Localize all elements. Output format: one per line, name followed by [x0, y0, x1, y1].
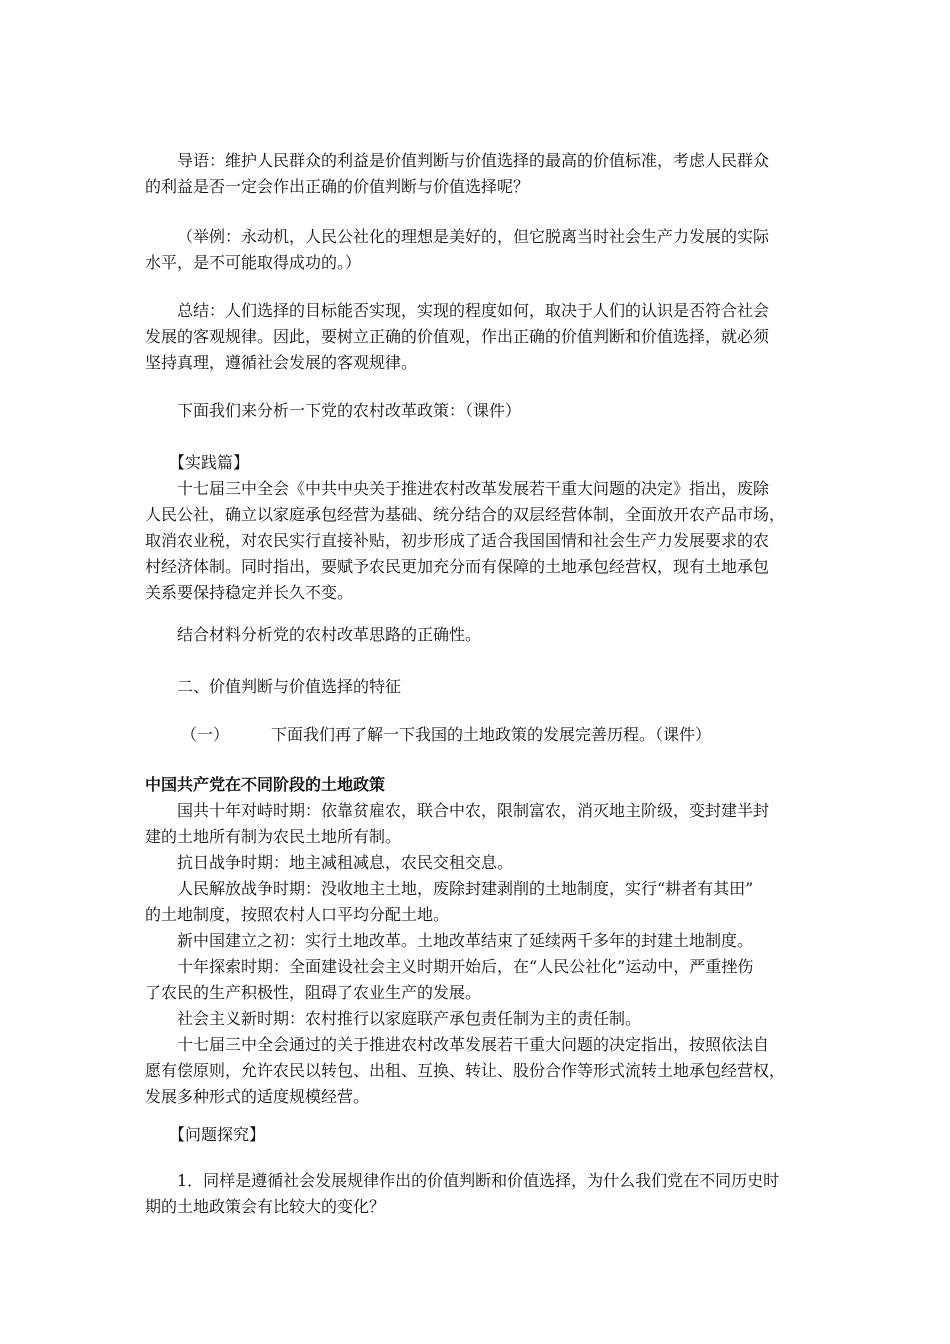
land-policy-p7-line-3: 发展多种形式的适度规模经营。	[145, 1087, 370, 1106]
land-policy-p7-line-2: 愿有偿原则，允许农民以转包、出租、互换、转让、股份合作等形式流转土地承包经营权，	[145, 1061, 786, 1080]
inquiry-question-1	[145, 1168, 810, 1220]
practice-line-3: 取消农业税，对农民实行直接补贴，初步形成了适合我国国情和社会生产力发展要求的农	[145, 531, 770, 550]
practice-heading: 【实践篇】	[169, 453, 250, 472]
subsection-1-number: （一）	[181, 725, 230, 744]
summary-line-3: 坚持真理，遵循社会发展的客观规律。	[145, 353, 418, 372]
land-policy-p4: 新中国建立之初：实行土地改革。土地改革结束了延续两千多年的封建土地制度。	[177, 931, 754, 950]
practice-line-4: 村经济体制。同时指出，要赋予农民更加充分而有保障的土地承包经营权，现有土地承包	[145, 557, 770, 576]
land-policy-p1-line-2: 建的土地所有制为农民土地所有制。	[145, 827, 402, 846]
subsection-1-line	[145, 722, 810, 748]
inquiry-q1-line-1: 1．同样是遵循社会发展规律作出的价值判断和价值选择，为什么我们党在不同历史时	[177, 1171, 780, 1190]
land-policy-p7-line-1: 十七届三中全会通过的关于推进农村改革发展若干重大问题的决定指出，按照依法自	[177, 1035, 770, 1054]
section-2-title-text: 二、价值判断与价值选择的特征	[177, 677, 402, 696]
analysis-intro-line: 下面我们来分析一下党的农村改革政策：（课件）	[177, 401, 522, 420]
summary-line-1: 总结：人们选择的目标能否实现，实现的程度如何，取决于人们的认识是否符合社会	[177, 301, 770, 320]
land-policy-p2: 抗日战争时期：地主减租减息，农民交租交息。	[177, 853, 514, 872]
land-policy-p5-line-2: 了农民的生产积极性，阻碍了农业生产的发展。	[145, 983, 482, 1002]
land-policy-title: 中国共产党在不同阶段的土地政策	[145, 775, 386, 794]
land-policy-section	[145, 772, 810, 1110]
intro-paragraph	[145, 148, 810, 200]
analysis-task-paragraph	[145, 622, 810, 648]
example-line-1: （举例：永动机，人民公社化的理想是美好的，但它脱离当时社会生产力发展的实际	[177, 227, 770, 246]
summary-line-2: 发展的客观规律。因此，要树立正确的价值观，作出正确的价值判断和价值选择，就必须	[145, 327, 770, 346]
land-policy-p6: 社会主义新时期：农村推行以家庭联产承包责任制为主的责任制。	[177, 1009, 642, 1028]
practice-line-2: 人民公社，确立以家庭承包经营为基础、统分结合的双层经营体制，全面放开农产品市场，	[145, 505, 786, 524]
subsection-1	[145, 722, 810, 748]
analysis-task-line: 结合材料分析党的农村改革思路的正确性。	[177, 625, 482, 644]
section-2-title	[145, 674, 810, 700]
land-policy-p1-line-1: 国共十年对峙时期：依靠贫雇农，联合中农，限制富农，消灭地主阶级，变封建半封	[177, 801, 770, 820]
land-policy-p3-line-2: 的土地制度，按照农村人口平均分配土地。	[145, 905, 450, 924]
inquiry-q1-line-2: 期的土地政策会有比较大的变化？	[145, 1197, 386, 1216]
land-policy-p5-line-1: 十年探索时期：全面建设社会主义时期开始后，在“人民公社化”运动中，严重挫伤	[177, 957, 754, 976]
practice-line-5: 关系要保持稳定并长久不变。	[145, 583, 354, 602]
inquiry-heading-paragraph	[145, 1122, 810, 1148]
summary-paragraph	[145, 298, 810, 376]
intro-line-1: 导语：维护人民群众的利益是价值判断与价值选择的最高的价值标准，考虑人民群众	[177, 151, 770, 170]
example-line-2: 水平，是不可能取得成功的。）	[145, 253, 362, 272]
example-paragraph	[145, 224, 810, 276]
inquiry-heading: 【问题探究】	[169, 1125, 266, 1144]
practice-line-1: 十七届三中全会《中共中央关于推进农村改革发展若干重大问题的决定》指出，废除	[177, 479, 770, 498]
analysis-intro-paragraph	[145, 398, 810, 424]
practice-section	[145, 450, 810, 606]
intro-line-2: 的利益是否一定会作出正确的价值判断与价值选择呢？	[145, 177, 530, 196]
subsection-1-text: 下面我们再了解一下我国的土地政策的发展完善历程。（课件）	[271, 725, 712, 744]
land-policy-p3-line-1: 人民解放战争时期：没收地主土地，废除封建剥削的土地制度，实行“耕者有其田”	[177, 879, 754, 898]
